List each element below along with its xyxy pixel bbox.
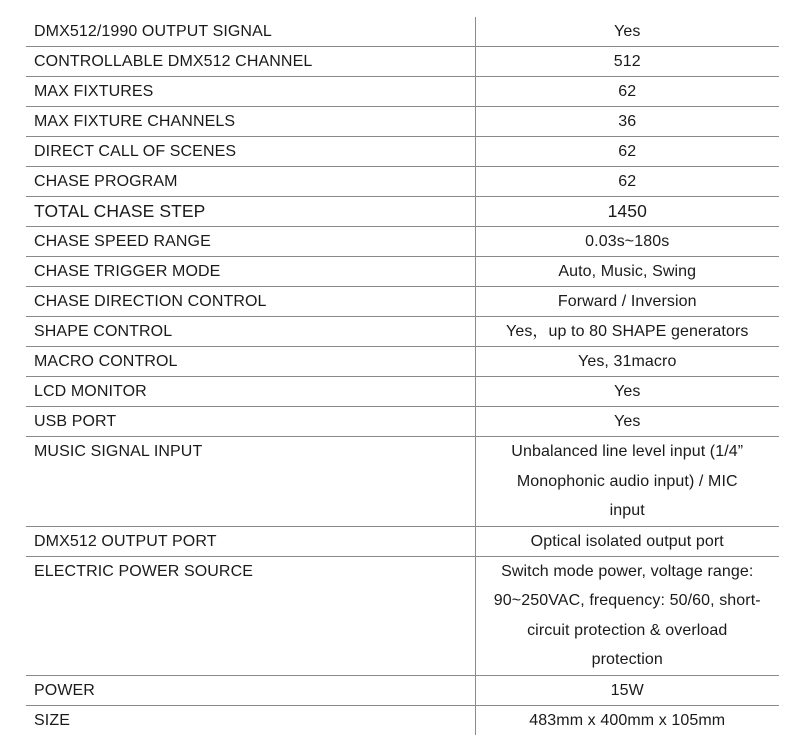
spec-value: Unbalanced line level input (1/4” Monophonic audio input) / MIC input: [475, 437, 779, 527]
spec-row-dmx-output-port: [26, 526, 779, 556]
specifications-table-body: [26, 17, 779, 735]
spec-value: 15W: [475, 675, 779, 705]
spec-row-direct-call-scenes: [26, 137, 779, 167]
spec-row-lcd-monitor: [26, 377, 779, 407]
spec-row-macro-control: [26, 347, 779, 377]
spec-row-shape-control: [26, 317, 779, 347]
spec-label: CONTROLLABLE DMX512 CHANNEL: [26, 47, 475, 77]
spec-label: MAX FIXTURES: [26, 77, 475, 107]
spec-label: CHASE TRIGGER MODE: [26, 257, 475, 287]
spec-row-chase-trigger-mode: [26, 257, 779, 287]
spec-value: Optical isolated output port: [475, 526, 779, 556]
spec-label: SHAPE CONTROL: [26, 317, 475, 347]
spec-value: Yes: [475, 407, 779, 437]
spec-label: POWER: [26, 675, 475, 705]
spec-value: Yes: [475, 377, 779, 407]
spec-label: USB PORT: [26, 407, 475, 437]
spec-value: Yes，up to 80 SHAPE generators: [475, 317, 779, 347]
spec-row-chase-program: [26, 167, 779, 197]
spec-value: 512: [475, 47, 779, 77]
spec-label: MACRO CONTROL: [26, 347, 475, 377]
spec-label: CHASE SPEED RANGE: [26, 227, 475, 257]
spec-row-max-fixtures: [26, 77, 779, 107]
spec-label: SIZE: [26, 705, 475, 735]
spec-row-max-fixture-channels: [26, 107, 779, 137]
spec-label: MAX FIXTURE CHANNELS: [26, 107, 475, 137]
spec-row-chase-speed-range: [26, 227, 779, 257]
spec-label: DIRECT CALL OF SCENES: [26, 137, 475, 167]
spec-row-usb-port: [26, 407, 779, 437]
spec-value: 483mm x 400mm x 105mm: [529, 711, 726, 729]
spec-value: 36: [475, 107, 779, 137]
spec-value: Forward / Inversion: [475, 287, 779, 317]
spec-label: CHASE DIRECTION CONTROL: [26, 287, 475, 317]
spec-row-controllable-channel: [26, 47, 779, 77]
spec-value: Auto, Music, Swing: [475, 257, 779, 287]
spec-label: DMX512 OUTPUT PORT: [26, 526, 475, 556]
spec-label: TOTAL CHASE STEP: [26, 197, 475, 227]
spec-value: 62: [475, 137, 779, 167]
spec-value: Switch mode power, voltage range: 90~250VAC, frequency: 50/60, short-circuit protection & overload protection: [475, 556, 779, 675]
spec-value: 1450: [475, 197, 779, 227]
spec-value: 62: [475, 167, 779, 197]
spec-label: MUSIC SIGNAL INPUT: [26, 437, 475, 527]
spec-label: LCD MONITOR: [26, 377, 475, 407]
spec-row-chase-direction-control: [26, 287, 779, 317]
specifications-table: [26, 17, 779, 735]
spec-value: Yes, 31macro: [475, 347, 779, 377]
spec-value: 62: [475, 77, 779, 107]
spec-label: CHASE PROGRAM: [26, 167, 475, 197]
spec-row-dmx-output-signal: [26, 17, 779, 47]
spec-label: DMX512/1990 OUTPUT SIGNAL: [26, 17, 475, 47]
spec-row-size: [26, 705, 779, 735]
spec-value: Yes: [475, 17, 779, 47]
spec-value: 0.03s~180s: [475, 227, 779, 257]
spec-row-music-signal-input: [26, 437, 779, 527]
spec-row-total-chase-step: [26, 197, 779, 227]
spec-row-power: [26, 675, 779, 705]
spec-label: ELECTRIC POWER SOURCE: [26, 556, 475, 675]
spec-row-electric-power-source: [26, 556, 779, 675]
